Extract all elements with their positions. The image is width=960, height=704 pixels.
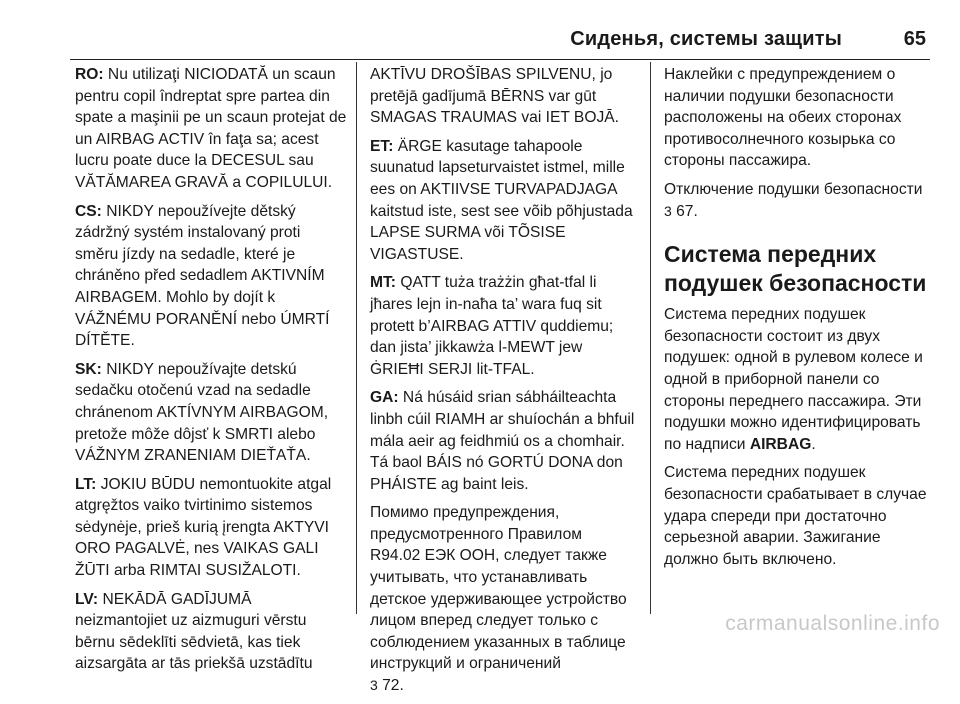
paragraph-et (370, 136, 636, 266)
paragraph-end: . (811, 435, 816, 453)
paragraph-text: Nu utilizaţi NICIODATĂ un scaun pentru copil îndreptat spre partea din spate a maşinii pe un scaun protejat de un AIRBAG ACTIV în faţa sa; acest lucru poate duce la DECESUL sau VĂTĂMAREA GRAVĂ a COPILULUI. (75, 66, 347, 191)
paragraph-text: NIKDY nepoužívejte dětský zádržný systém instalovaný proti směru jízdy na sedadle, které je chráněno před sedadlem AKTIVNÍM AIRBAGEM. Mohlo by dojít k VÁŽNÉMU PORANĚNÍ nebo ÚMRTÍ DÍTĚTE. (75, 202, 330, 350)
section-title: Система передних подушек безопасности (664, 241, 927, 297)
page-header (0, 0, 960, 58)
lang-label: GA: (370, 389, 399, 407)
watermark: carmanualsonline.info (725, 612, 940, 635)
paragraph-trigger: Система передних подушек безопасности срабатывает в случае удара спереди при достаточно серьезной аварии. Зажигание должно быть включено. (664, 464, 927, 568)
paragraph-lv (75, 589, 347, 675)
paragraph-system (664, 304, 930, 455)
column-divider-1 (356, 62, 357, 614)
lang-label: LV: (75, 590, 99, 608)
column-1 (75, 64, 347, 682)
page-number: 65 (903, 28, 926, 50)
paragraph-text: Система передних подушек безопасности состоит из двух подушек: одной в рулевом колесе и одной в приборной панели со стороны переднего пассажира. Эти подушки можно идентифицировать по надписи (664, 306, 923, 453)
paragraph-text: JOKIU BŪDU nemontuokite atgal atgręžtos vaiko tvirtinimo sistemos sėdynėje, prieš kurią įrengta AKTYVI ORO PAGALVĖ, nes VAIKAS GALI ŽŪTI arba RIMTAI SUSIŽALOTI. (75, 475, 332, 580)
lang-label: ET: (370, 137, 394, 155)
lang-label: RO: (75, 66, 104, 83)
paragraph-ga (370, 387, 636, 495)
lang-label: LT: (75, 475, 97, 493)
paragraph-disable (664, 179, 930, 222)
page-ref-link[interactable]: 72. (377, 677, 404, 695)
airbag-label: AIRBAG (749, 435, 812, 453)
paragraph-sticker: Наклейки с предупреждением о наличии подушки безопасности расположены на обеих сторонах противосолнечного козырька со стороны пассажира. (664, 66, 902, 170)
paragraph-text: NEKĀDĀ GADĪJUMĀ neizmantojiet uz aizmuguri vērstu bērnu sēdeklīti sēdvietā, kas tiek aizsargāta ar tās priekšā uzstādītu (75, 590, 313, 673)
paragraph-ro (75, 64, 347, 194)
page-ref-arrow-icon[interactable]: 3 (370, 677, 378, 694)
paragraph-lv-continued: AKTĪVU DROŠĪBAS SPILVENU, jo pretējā gadījumā BĒRNS var gūt SMAGAS TRAUMAS vai IET BOJĀ. (370, 66, 619, 127)
paragraph-text: Ná húsáid srian sábháilteachta linbh cúil RIAMH ar shuíochán a bhfuil mála aeir ag feidhmiú os a chomhair. Tá baol BÁIS nó GORTÚ DONA don PHÁISTE ag baint leis. (370, 389, 635, 493)
page-ref-link[interactable]: 67. (671, 202, 698, 220)
paragraph-lt (75, 474, 347, 582)
paragraph-text: Помимо предупреждения, предусмотренного Правилом R94.02 ЕЭК ООН, следует также учитывать, что устанавливать детское удерживающее устройство лицом вперед следует только с соблюдением указанных в таблице инструкций и ограничений (370, 504, 627, 673)
lang-label: SK: (75, 360, 102, 378)
paragraph-ece-note (370, 502, 636, 696)
column-2 (370, 64, 636, 704)
paragraph-cs (75, 201, 347, 352)
header-title: Сиденья, системы защиты (570, 28, 842, 50)
paragraph-sk (75, 359, 347, 467)
paragraph-text: QATT tuża trażżin għat-tfal li jħares lejn in-naħa ta’ wara fuq sit protett b’AIRBAG ATTIV quddiemu; dan jista’ jikkawża l-MEWT jew ĠRIEĦI SERJI lit-TFAL. (370, 274, 614, 378)
paragraph-text: Отключение подушки безопасности (664, 180, 923, 198)
column-3 (664, 64, 930, 577)
paragraph-text: NIKDY nepoužívajte detskú sedačku otočenú vzad na sedadle chránenom AKTÍVNYM AIRBAGOM, pretože môže dôjsť k SMRTI alebo VÁŽNYM ZRANENIAM DIEŤAŤA. (75, 360, 329, 465)
lang-label: MT: (370, 274, 396, 292)
paragraph-mt (370, 272, 636, 380)
column-divider-2 (650, 62, 651, 614)
page-ref-arrow-icon[interactable]: 3 (664, 202, 672, 219)
lang-label: CS: (75, 202, 102, 220)
header-divider (70, 59, 930, 60)
paragraph-text: ÄRGE kasutage tahapoole suunatud lapseturvaistet istmel, mille ees on AKTIIVSE TURVAPADJAGA kaitstud iste, sest see võib põhjustada LAPSE SURMA või TÕSISE VIGASTUSE. (370, 137, 633, 263)
